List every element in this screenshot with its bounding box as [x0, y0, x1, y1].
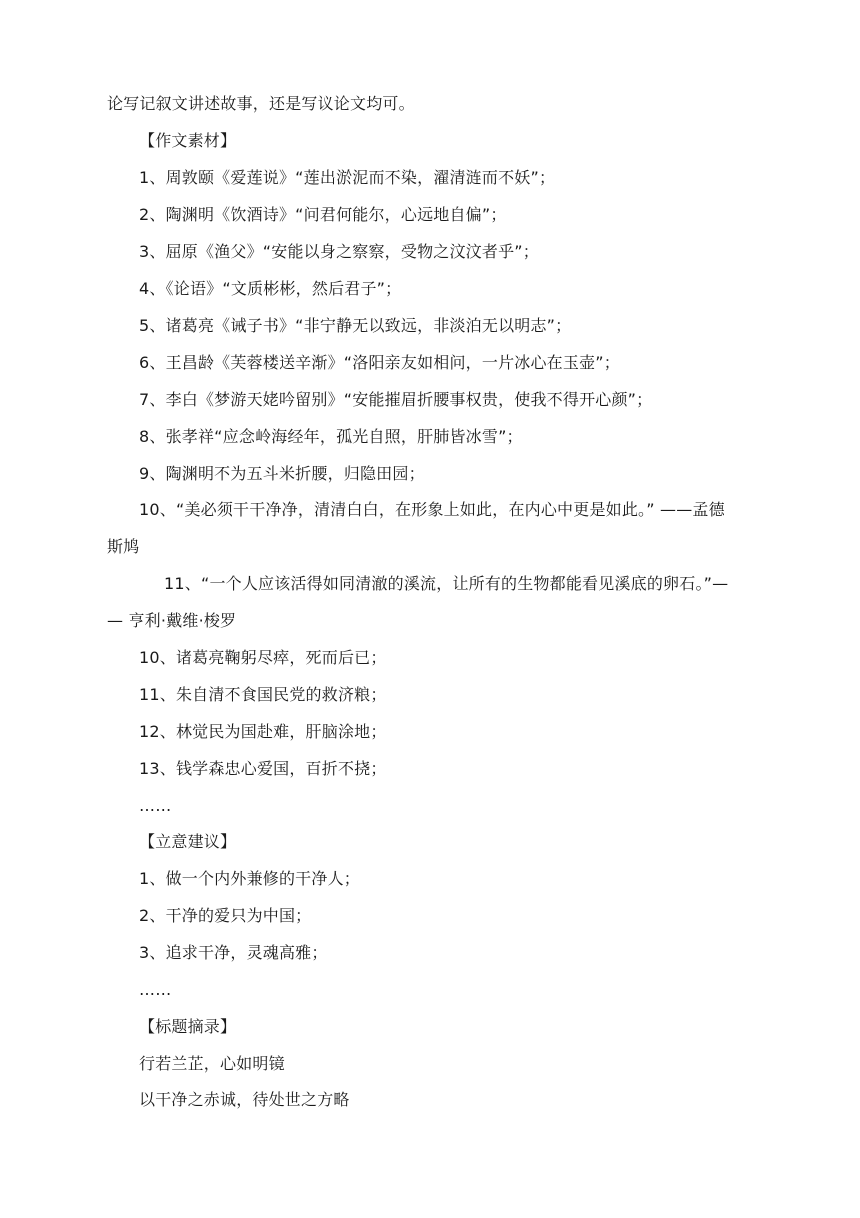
material-item: 5、诸葛亮《诫子书》“非宁静无以致远，非淡泊无以明志”；	[139, 316, 572, 335]
material-item: 8、张孝祥“应念岭海经年，孤光自照，肝肺皆冰雪”；	[139, 427, 523, 446]
materials-heading: 【作文素材】	[139, 131, 237, 150]
material-item: 1、周敦颐《爱莲说》“莲出淤泥而不染，濯清涟而不妖”；	[139, 168, 556, 187]
material-item: 6、王昌龄《芙蓉楼送辛渐》“洛阳亲友如相问，一片冰心在玉壶”；	[139, 353, 620, 372]
material-item: 4、《论语》“文质彬彬，然后君子”；	[139, 279, 402, 298]
titles-heading: 【标题摘录】	[139, 1017, 237, 1036]
quote-thoreau-line2: — 亨利·戴维·梭罗	[107, 611, 237, 630]
material-item: 2、陶渊明《饮酒诗》“问君何能尔，心远地自偏”；	[139, 205, 507, 224]
intro-tail-text: 论写记叙文讲述故事，还是写议论文均可。	[107, 94, 415, 113]
material-item-more: 12、林觉民为国赴难，肝脑涂地；	[139, 722, 387, 741]
material-item-more: 11、朱自清不食国民党的救济粮；	[139, 685, 387, 704]
quote-montesquieu-line2: 斯鸠	[107, 537, 140, 556]
material-item-more: 10、诸葛亮鞠躬尽瘁，死而后已；	[139, 648, 387, 667]
suggestion-item: 2、干净的爱只为中国；	[139, 906, 312, 925]
quote-montesquieu-line1: 10、“美必须干干净净，清清白白，在形象上如此，在内心中更是如此。” ——孟德	[139, 500, 725, 519]
material-item: 3、屈原《渔父》“安能以身之察察，受物之汶汶者乎”；	[139, 242, 539, 261]
materials-ellipsis: ……	[139, 796, 172, 815]
suggestions-heading: 【立意建议】	[139, 832, 237, 851]
material-item: 7、李白《梦游天姥吟留别》“安能摧眉折腰事权贵，使我不得开心颜”；	[139, 390, 653, 409]
quote-thoreau-line1: 11、“一个人应该活得如同清澈的溪流，让所有的生物都能看见溪底的卵石。”—	[164, 574, 729, 593]
suggestion-item: 1、做一个内外兼修的干净人；	[139, 869, 360, 888]
suggestions-ellipsis: ……	[139, 980, 172, 999]
title-example: 以干净之赤诚，待处世之方略	[139, 1090, 350, 1109]
material-item-more: 13、钱学森忠心爱国，百折不挠；	[139, 759, 387, 778]
suggestion-item: 3、追求干净，灵魂高雅；	[139, 943, 328, 962]
title-example: 行若兰芷，心如明镜	[139, 1054, 285, 1073]
material-item: 9、陶渊明不为五斗米折腰，归隐田园；	[139, 464, 425, 483]
